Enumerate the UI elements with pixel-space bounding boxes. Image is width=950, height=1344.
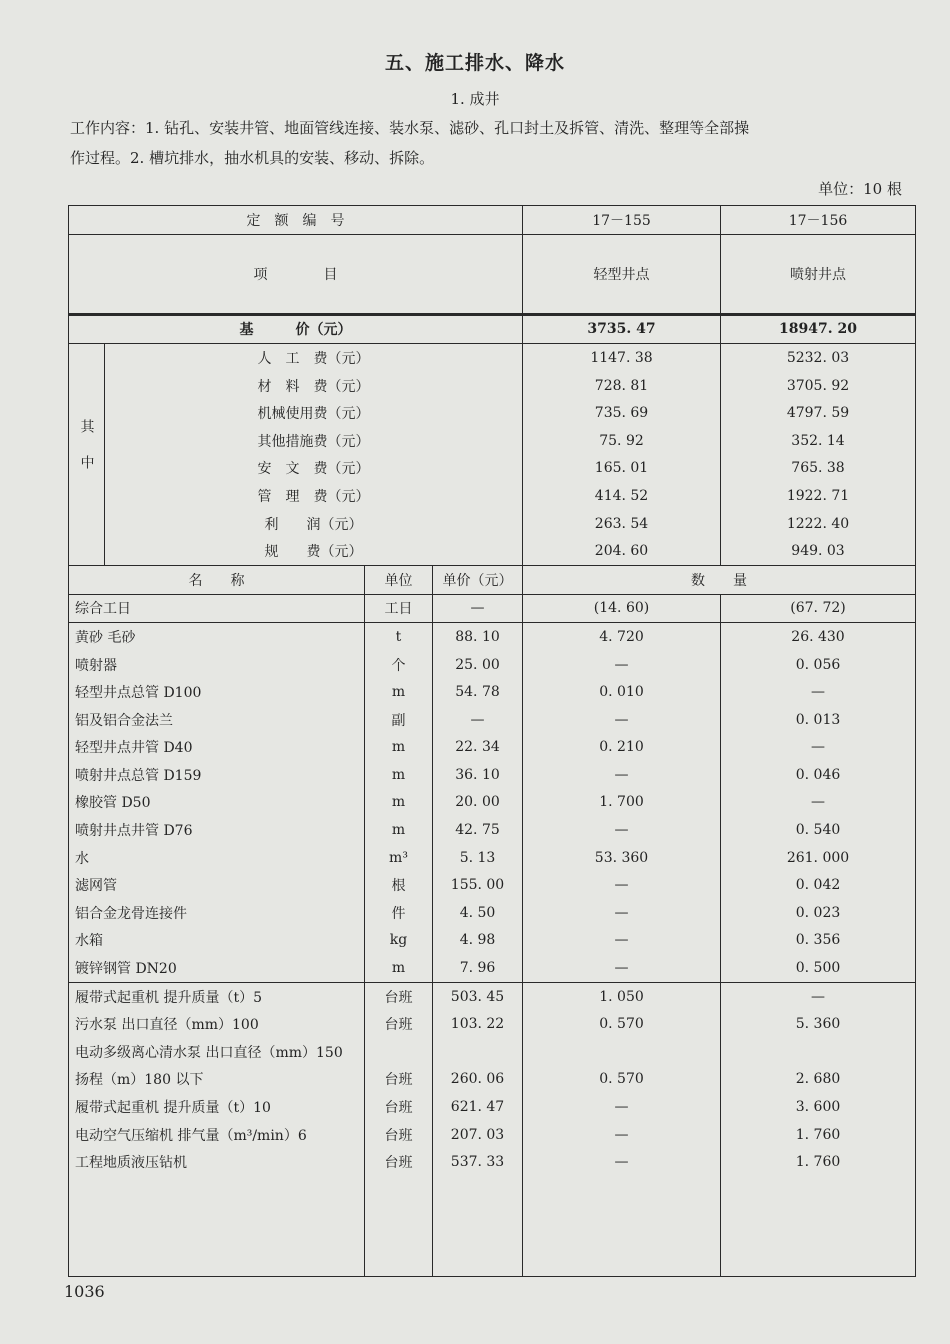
resource-price: 36. 10 bbox=[433, 761, 523, 789]
resource-unit: m bbox=[365, 761, 433, 789]
cost-item-row bbox=[69, 455, 916, 483]
project-name-b: 喷射井点 bbox=[721, 234, 916, 314]
resource-unit: 根 bbox=[365, 871, 433, 899]
resource-qty-a: — bbox=[523, 706, 721, 734]
resource-row bbox=[69, 844, 916, 872]
resource-row bbox=[69, 1038, 916, 1066]
resource-qty-a: — bbox=[523, 651, 721, 679]
resource-name: 水箱 bbox=[69, 927, 365, 955]
cost-item-label: 人 工 费（元） bbox=[105, 344, 523, 372]
resource-header-row bbox=[69, 565, 916, 594]
resource-unit: m bbox=[365, 678, 433, 706]
resource-qty-b: 0. 042 bbox=[721, 871, 916, 899]
blank-cell bbox=[69, 1176, 365, 1277]
resource-unit: 台班 bbox=[365, 1121, 433, 1149]
resource-price: 155. 00 bbox=[433, 871, 523, 899]
quota-number-label: 定 额 编 号 bbox=[69, 206, 523, 235]
resource-price: 260. 06 bbox=[433, 1066, 523, 1094]
resource-unit: kg bbox=[365, 927, 433, 955]
resource-name: 水 bbox=[69, 844, 365, 872]
quota-table-body bbox=[69, 206, 916, 1277]
cost-item-row bbox=[69, 482, 916, 510]
resource-unit: 台班 bbox=[365, 982, 433, 1010]
resource-qty-a: 1. 050 bbox=[523, 982, 721, 1010]
resource-qty-a: 1. 700 bbox=[523, 789, 721, 817]
cost-item-value-b: 1222. 40 bbox=[721, 510, 916, 538]
resource-name: 履带式起重机 提升质量（t）5 bbox=[69, 982, 365, 1010]
resource-qty-b: (67. 72) bbox=[721, 594, 916, 623]
resource-row bbox=[69, 927, 916, 955]
resource-name: 滤网管 bbox=[69, 871, 365, 899]
resource-qty-b: 2. 680 bbox=[721, 1066, 916, 1094]
resource-price: 537. 33 bbox=[433, 1148, 523, 1176]
resource-price: 503. 45 bbox=[433, 982, 523, 1010]
resource-qty-b bbox=[721, 1038, 916, 1066]
page-number: 1036 bbox=[64, 1282, 105, 1301]
resource-price: 54. 78 bbox=[433, 678, 523, 706]
resource-name: 轻型井点井管 D40 bbox=[69, 734, 365, 762]
work-content-line-2: 作过程。2. 槽坑排水，抽水机具的安装、移动、拆除。 bbox=[70, 149, 435, 167]
resource-qty-b: 1. 760 bbox=[721, 1148, 916, 1176]
resource-price: 42. 75 bbox=[433, 816, 523, 844]
resource-qty-b: 0. 056 bbox=[721, 651, 916, 679]
resource-name: 喷射井点井管 D76 bbox=[69, 816, 365, 844]
resource-price: 7. 96 bbox=[433, 954, 523, 982]
cost-item-row bbox=[69, 427, 916, 455]
resource-qty-b: 3. 600 bbox=[721, 1093, 916, 1121]
resource-row bbox=[69, 1121, 916, 1149]
resource-qty-a: — bbox=[523, 1121, 721, 1149]
quota-number-row bbox=[69, 206, 916, 235]
resource-qty-b: 0. 540 bbox=[721, 816, 916, 844]
resource-row bbox=[69, 1010, 916, 1038]
resource-qty-b: 0. 046 bbox=[721, 761, 916, 789]
resource-price: 621. 47 bbox=[433, 1093, 523, 1121]
resource-name: 污水泵 出口直径（mm）100 bbox=[69, 1010, 365, 1038]
cost-item-row bbox=[69, 537, 916, 565]
resource-row bbox=[69, 954, 916, 982]
resource-qty-b: 5. 360 bbox=[721, 1010, 916, 1038]
resource-row bbox=[69, 734, 916, 762]
resource-row bbox=[69, 899, 916, 927]
blank-cell bbox=[365, 1176, 433, 1277]
resource-price: 4. 98 bbox=[433, 927, 523, 955]
resource-price: — bbox=[433, 594, 523, 623]
resource-price: — bbox=[433, 706, 523, 734]
cost-item-row bbox=[69, 344, 916, 372]
resource-name: 喷射井点总管 D159 bbox=[69, 761, 365, 789]
resource-qty-b: 0. 500 bbox=[721, 954, 916, 982]
resource-name: 铝合金龙骨连接件 bbox=[69, 899, 365, 927]
resource-unit: 台班 bbox=[365, 1093, 433, 1121]
resource-price: 103. 22 bbox=[433, 1010, 523, 1038]
cost-item-value-a: 414. 52 bbox=[523, 482, 721, 510]
resource-name: 履带式起重机 提升质量（t）10 bbox=[69, 1093, 365, 1121]
cost-item-value-b: 4797. 59 bbox=[721, 399, 916, 427]
resource-row bbox=[69, 1093, 916, 1121]
header-name: 名 称 bbox=[69, 565, 365, 594]
cost-item-value-b: 765. 38 bbox=[721, 455, 916, 483]
cost-item-row bbox=[69, 399, 916, 427]
resource-unit: m bbox=[365, 789, 433, 817]
resource-unit: 台班 bbox=[365, 1010, 433, 1038]
resource-unit: 台班 bbox=[365, 1148, 433, 1176]
resource-name: 综合工日 bbox=[69, 594, 365, 623]
resource-price: 5. 13 bbox=[433, 844, 523, 872]
cost-item-label: 材 料 费（元） bbox=[105, 372, 523, 400]
resource-row bbox=[69, 678, 916, 706]
resource-row bbox=[69, 623, 916, 651]
resource-qty-b: 0. 356 bbox=[721, 927, 916, 955]
resource-name: 橡胶管 D50 bbox=[69, 789, 365, 817]
resource-price: 207. 03 bbox=[433, 1121, 523, 1149]
resource-unit: 个 bbox=[365, 651, 433, 679]
cost-item-value-b: 949. 03 bbox=[721, 537, 916, 565]
resource-price: 20. 00 bbox=[433, 789, 523, 817]
resource-qty-b: 261. 000 bbox=[721, 844, 916, 872]
resource-qty-b: — bbox=[721, 678, 916, 706]
cost-item-label: 机械使用费（元） bbox=[105, 399, 523, 427]
resource-name: 轻型井点总管 D100 bbox=[69, 678, 365, 706]
resource-qty-b: 0. 023 bbox=[721, 899, 916, 927]
cost-item-label: 安 文 费（元） bbox=[105, 455, 523, 483]
resource-qty-b: — bbox=[721, 734, 916, 762]
resource-qty-b: 1. 760 bbox=[721, 1121, 916, 1149]
resource-qty-b: 26. 430 bbox=[721, 623, 916, 651]
cost-item-value-a: 263. 54 bbox=[523, 510, 721, 538]
cost-item-label: 规 费（元） bbox=[105, 537, 523, 565]
quota-code-a: 17－155 bbox=[523, 206, 721, 235]
cost-item-value-b: 3705. 92 bbox=[721, 372, 916, 400]
cost-item-value-a: 75. 92 bbox=[523, 427, 721, 455]
resource-unit: m bbox=[365, 816, 433, 844]
subsection-title: 1. 成井 bbox=[450, 90, 500, 108]
blank-cell bbox=[721, 1176, 916, 1277]
resource-qty-a: — bbox=[523, 761, 721, 789]
resource-price: 4. 50 bbox=[433, 899, 523, 927]
resource-qty-a: 53. 360 bbox=[523, 844, 721, 872]
resource-unit: t bbox=[365, 623, 433, 651]
resource-qty-a: — bbox=[523, 954, 721, 982]
resource-qty-a: 0. 570 bbox=[523, 1066, 721, 1094]
base-price-b: 18947. 20 bbox=[721, 314, 916, 344]
cost-item-value-b: 1922. 71 bbox=[721, 482, 916, 510]
resource-qty-a: (14. 60) bbox=[523, 594, 721, 623]
resource-row bbox=[69, 706, 916, 734]
cost-item-row bbox=[69, 372, 916, 400]
cost-item-value-a: 1147. 38 bbox=[523, 344, 721, 372]
qizhong-label: 其中 bbox=[69, 344, 105, 566]
resource-qty-a: 4. 720 bbox=[523, 623, 721, 651]
resource-unit bbox=[365, 1038, 433, 1066]
blank-cell bbox=[433, 1176, 523, 1277]
resource-row bbox=[69, 761, 916, 789]
resource-name: 电动空气压缩机 排气量（m³/min）6 bbox=[69, 1121, 365, 1149]
resource-name: 工程地质液压钻机 bbox=[69, 1148, 365, 1176]
base-price-label: 基 价（元） bbox=[69, 314, 523, 344]
quota-code-b: 17－156 bbox=[721, 206, 916, 235]
header-quantity: 数 量 bbox=[523, 565, 916, 594]
cost-item-value-b: 352. 14 bbox=[721, 427, 916, 455]
resource-name: 扬程（m）180 以下 bbox=[69, 1066, 365, 1094]
cost-item-value-a: 735. 69 bbox=[523, 399, 721, 427]
resource-row bbox=[69, 1066, 916, 1094]
cost-item-value-a: 165. 01 bbox=[523, 455, 721, 483]
base-price-row bbox=[69, 314, 916, 344]
resource-price bbox=[433, 1038, 523, 1066]
resource-qty-b: 0. 013 bbox=[721, 706, 916, 734]
work-content bbox=[70, 113, 920, 173]
resource-price: 88. 10 bbox=[433, 623, 523, 651]
resource-price: 25. 00 bbox=[433, 651, 523, 679]
resource-qty-a: — bbox=[523, 816, 721, 844]
resource-row bbox=[69, 871, 916, 899]
resource-name: 喷射器 bbox=[69, 651, 365, 679]
resource-row bbox=[69, 594, 916, 623]
work-content-line-1: 工作内容：1. 钻孔、安装井管、地面管线连接、装水泵、滤砂、孔口封土及拆管、清洗、整理等全部操 bbox=[70, 119, 750, 137]
unit-label: 单位：10 根 bbox=[818, 180, 902, 198]
resource-qty-a: — bbox=[523, 927, 721, 955]
resource-qty-b: — bbox=[721, 789, 916, 817]
cost-item-label: 管 理 费（元） bbox=[105, 482, 523, 510]
resource-qty-a: 0. 570 bbox=[523, 1010, 721, 1038]
resource-unit: m³ bbox=[365, 844, 433, 872]
resource-unit: m bbox=[365, 954, 433, 982]
blank-cell bbox=[523, 1176, 721, 1277]
resource-name: 电动多级离心清水泵 出口直径（mm）150 bbox=[69, 1038, 365, 1066]
resource-qty-a: 0. 010 bbox=[523, 678, 721, 706]
resource-qty-a bbox=[523, 1038, 721, 1066]
resource-qty-a: — bbox=[523, 899, 721, 927]
cost-item-label: 利 润（元） bbox=[105, 510, 523, 538]
resource-name: 铝及铝合金法兰 bbox=[69, 706, 365, 734]
resource-unit: 工日 bbox=[365, 594, 433, 623]
resource-name: 镀锌钢管 DN20 bbox=[69, 954, 365, 982]
project-name-a: 轻型井点 bbox=[523, 234, 721, 314]
header-unit: 单位 bbox=[365, 565, 433, 594]
resource-qty-a: 0. 210 bbox=[523, 734, 721, 762]
quota-table bbox=[68, 205, 916, 1277]
blank-filler-row bbox=[69, 1176, 916, 1277]
resource-qty-b: — bbox=[721, 982, 916, 1010]
header-price: 单价（元） bbox=[433, 565, 523, 594]
resource-qty-a: — bbox=[523, 1148, 721, 1176]
cost-item-value-a: 204. 60 bbox=[523, 537, 721, 565]
cost-item-value-a: 728. 81 bbox=[523, 372, 721, 400]
section-title: 五、施工排水、降水 bbox=[384, 52, 565, 74]
resource-qty-a: — bbox=[523, 871, 721, 899]
cost-item-label: 其他措施费（元） bbox=[105, 427, 523, 455]
base-price-a: 3735. 47 bbox=[523, 314, 721, 344]
resource-row bbox=[69, 816, 916, 844]
resource-row bbox=[69, 1148, 916, 1176]
resource-name: 黄砂 毛砂 bbox=[69, 623, 365, 651]
cost-item-row bbox=[69, 510, 916, 538]
resource-price: 22. 34 bbox=[433, 734, 523, 762]
resource-row bbox=[69, 982, 916, 1010]
resource-row bbox=[69, 651, 916, 679]
resource-row bbox=[69, 789, 916, 817]
resource-unit: 台班 bbox=[365, 1066, 433, 1094]
resource-unit: 副 bbox=[365, 706, 433, 734]
cost-item-value-b: 5232. 03 bbox=[721, 344, 916, 372]
project-label: 项 目 bbox=[69, 234, 523, 314]
resource-qty-a: — bbox=[523, 1093, 721, 1121]
project-row bbox=[69, 234, 916, 314]
resource-unit: 件 bbox=[365, 899, 433, 927]
resource-unit: m bbox=[365, 734, 433, 762]
